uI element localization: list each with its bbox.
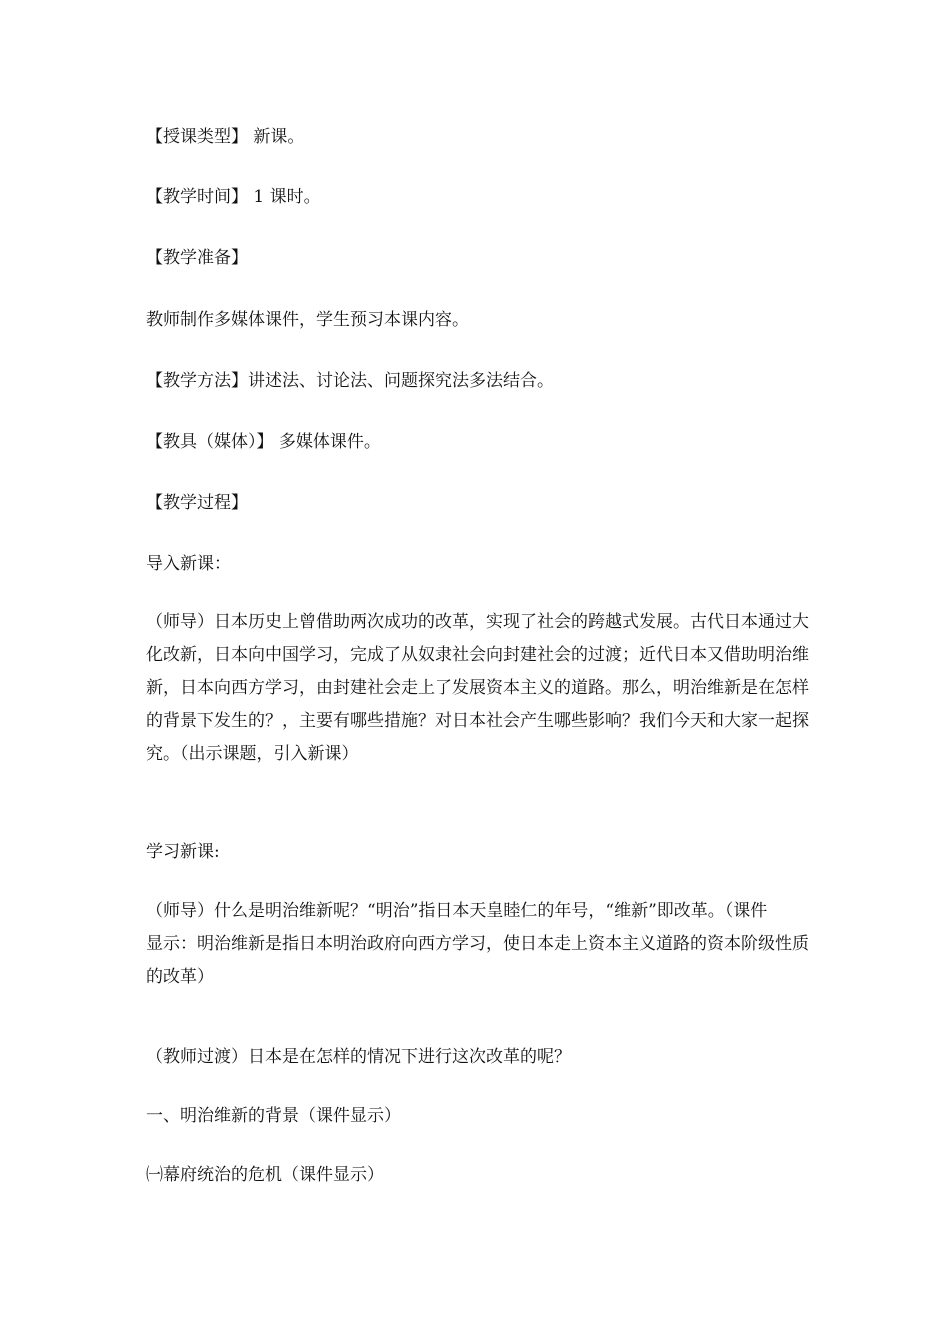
- teaching-preparation-heading: 【教学准备】: [146, 248, 248, 268]
- definition-paragraph-line: 的改革）: [146, 967, 214, 987]
- intro-paragraph-line: 的背景下发生的？，主要有哪些措施？对日本社会产生哪些影响？我们今天和大家一起探: [146, 711, 809, 731]
- transition-line: （教师过渡）日本是在怎样的情况下进行这次改革的呢？: [146, 1047, 571, 1067]
- teaching-aids-line: 【教具（媒体）】 多媒体课件。: [146, 432, 381, 452]
- intro-heading: 导入新课：: [146, 554, 231, 574]
- meiji-definition-paragraph: [146, 895, 810, 994]
- preparation-text: 教师制作多媒体课件，学生预习本课内容。: [146, 310, 469, 330]
- intro-paragraph-line: （师导）日本历史上曾借助两次成功的改革，实现了社会的跨越式发展。古代日本通过大: [146, 612, 809, 632]
- section-one-heading: 一、明治维新的背景（课件显示）: [146, 1106, 401, 1126]
- teaching-methods-line: 【教学方法】讲述法、讨论法、问题探究法多法结合。: [146, 371, 554, 391]
- definition-paragraph-line: 显示：明治维新是指日本明治政府向西方学习，使日本走上资本主义道路的资本阶级性质: [146, 934, 809, 954]
- definition-paragraph-line: （师导）什么是明治维新呢？“明治”指日本天皇睦仁的年号，“维新”即改革。（课件: [146, 901, 768, 921]
- intro-paragraph-line: 新，日本向西方学习，由封建社会走上了发展资本主义的道路。那么，明治维新是在怎样: [146, 678, 809, 698]
- teaching-process-heading: 【教学过程】: [146, 493, 248, 513]
- teaching-time-line: 【教学时间】 1 课时。: [146, 187, 321, 207]
- subsection-one-heading: ㈠幕府统治的危机（课件显示）: [146, 1165, 384, 1185]
- new-lesson-heading: 学习新课:: [146, 842, 220, 862]
- intro-paragraph-line: 究。（出示课题，引入新课）: [146, 744, 359, 764]
- lesson-type-line: 【授课类型】 新课。: [146, 127, 305, 147]
- intro-paragraph: [146, 606, 810, 771]
- intro-paragraph-line: 化改新，日本向中国学习，完成了从奴隶社会向封建社会的过渡；近代日本又借助明治维: [146, 645, 809, 665]
